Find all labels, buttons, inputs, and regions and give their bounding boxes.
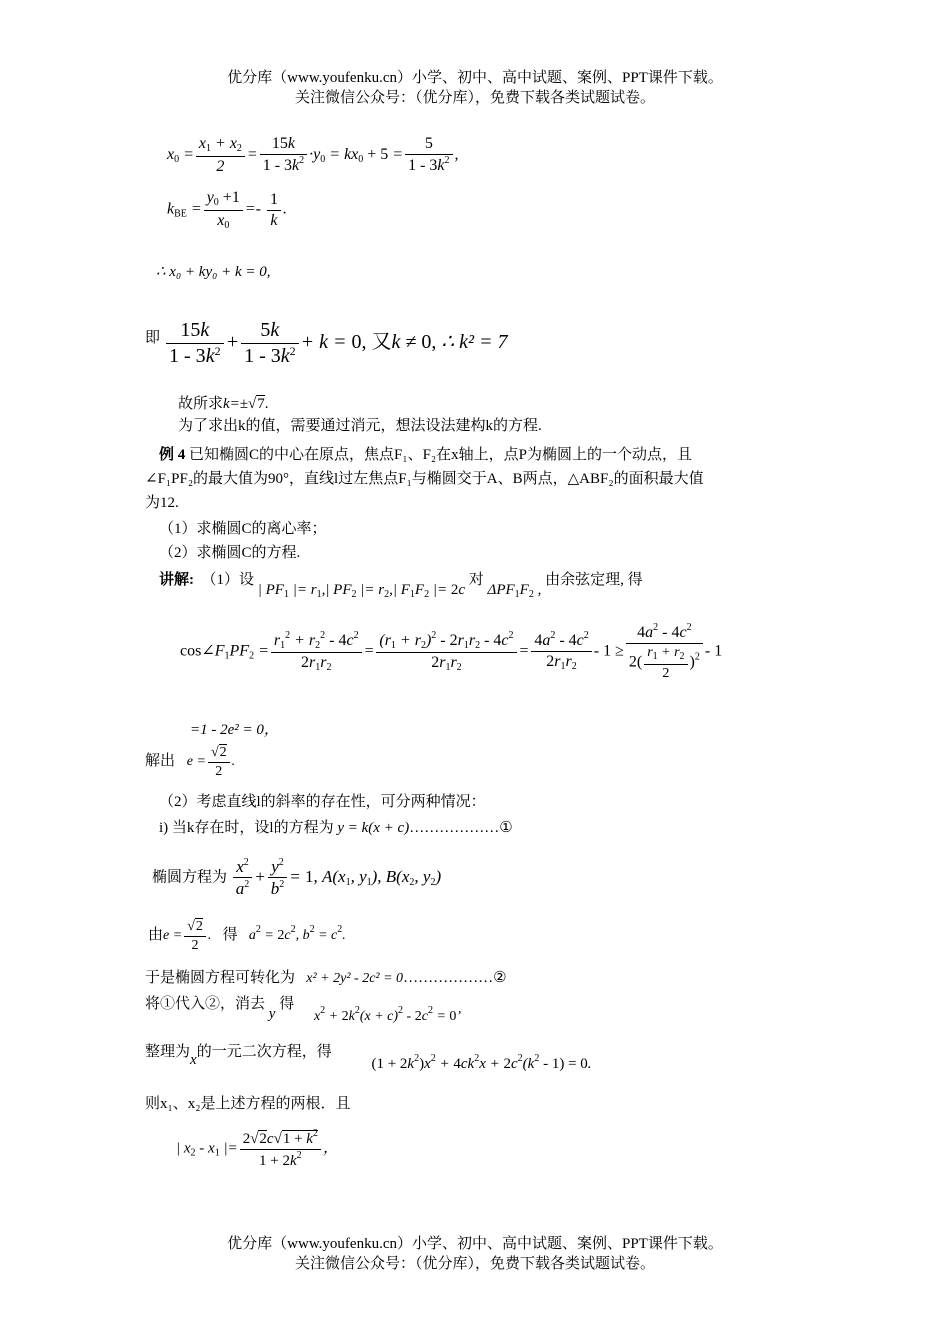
formula-therefore: ∴ x₀ + ky₀ + k = 0,	[156, 264, 271, 280]
example-4-line-2: ∠F₁PF₂的最大值为90°，直线l过左焦点F₁与椭圆交于A、B两点，△ABF₂的面积最大值	[145, 471, 704, 487]
ji-label: 即	[145, 330, 161, 346]
formula-cosine: $\cos\angle F_1PF_2$ = $\frac{r_1^2 + r_2^2 - 4c^2}{2r_1r_2}$ = $\frac{(r_1 + r_2)^2 - 2r_1r_2 - 4c^2}{2r_1r_2}$ = $\frac{4a^2 - 4c^2}{2r_1r_2}$ - 1 ≥ $4a^2 - 4c^2$ 2( $\frac{r_1 + r_2}{2}$ )$^2$ - 1	[180, 622, 723, 681]
convert-equation: x² + 2y² - 2c² = 0	[306, 971, 404, 986]
note-line: 为了求出k的值，需要通过消元，想法设法建构k的方程.	[178, 418, 542, 434]
example-4-line-3: 为12.	[145, 495, 179, 511]
footer-line-2: 关注微信公众号：（优分库），免费下载各类试题试卷。	[294, 1256, 655, 1272]
answer-k: k=±	[223, 396, 249, 412]
answer-line: 故所求k=±√7.	[178, 396, 269, 412]
ellipse-label: 椭圆方程为	[152, 869, 228, 886]
substitute-y: y	[268, 1006, 276, 1022]
convert-line	[145, 966, 507, 987]
convert-dots: ………………②	[403, 970, 507, 986]
solution-dui: 对	[468, 572, 484, 588]
footer-line-1: 优分库（www.youfenku.cn）小学、初中、高中试题、案例、PPT课件下载。	[227, 1236, 723, 1252]
answer-root: 7	[257, 396, 265, 412]
ellipse-line: 椭圆方程为 $\frac{x^2}{a^2}$ + $\frac{y^2}{b^2}$ = 1, $A(x_1$, $y_1$), $B(x_2$, $y_2$)	[152, 857, 442, 899]
zhengli-label: 整理为	[145, 1044, 191, 1060]
example-4-line-1	[159, 443, 692, 464]
you-label-2: 由	[148, 927, 164, 944]
zhengli-label-2: 的一元二次方程，得	[196, 1044, 332, 1060]
formula-kbe: $k_{BE}$ = $\frac{y_0 +1}{x_0}$ =- $\frac{1}{k}$ .	[167, 189, 287, 231]
solution-cosine: 由余弦定理, 得	[545, 572, 643, 588]
case-1-dots: ………………①	[409, 820, 513, 836]
solve-e-line: 解出 e = $\frac{√2}{2}$ .	[145, 745, 236, 779]
de-label: 得	[222, 927, 238, 944]
formula-root-diff: | $x_2 - x_1$ |= $\frac{2√2c√1 + k^2}{1 + 2k^2}$ ，	[176, 1128, 338, 1169]
formula-big-equation: 即 $\frac{15k}{1 - 3k^2}$ + $\frac{5k}{1 - 3k^2}$ + k = 0, 又k ≠ 0, ∴ k² = 7	[145, 319, 508, 367]
example-text-1: 已知椭圆C的中心在原点，焦点F₁、F₂在x轴上，点P为椭圆上的一个动点，且	[189, 447, 693, 463]
quadratic-line: 整理为x的一元二次方程，得 $(1 + 2k^2)x^2 + 4ck^2x + 2c^2(k^2 - 1) = 0$.	[145, 1044, 592, 1072]
formula-e-line: =1 - 2e² = 0，	[190, 722, 279, 738]
solution-label: 讲解:	[159, 572, 194, 588]
header-line-2: 关注微信公众号：（优分库），免费下载各类试题试卷。	[294, 90, 655, 106]
jiechu-label: 解出	[145, 753, 176, 770]
substitute-de: 得	[279, 996, 295, 1012]
case-1-line	[159, 816, 513, 837]
case-1-prefix: i) 当k存在时，设l的方程为	[159, 820, 334, 836]
example-label: 例 4	[159, 447, 186, 463]
k2-eq: ∴ k² = 7	[441, 331, 508, 354]
answer-prefix: 故所求	[178, 396, 224, 412]
roots-line: 则x₁、x₂是上述方程的两根．且	[145, 1096, 351, 1112]
question-2: （2）求椭圆C的方程.	[159, 545, 301, 561]
convert-label: 于是椭圆方程可转化为	[145, 970, 296, 986]
case-1-equation: y = k(x + c)	[337, 820, 410, 836]
question-1: （1）求椭圆C的离心率；	[159, 521, 327, 537]
part-2-line: （2）考虑直线l的斜率的存在性，可分两种情况：	[159, 794, 486, 810]
header-line-1: 优分库（www.youfenku.cn）小学、初中、高中试题、案例、PPT课件下载。	[227, 70, 723, 86]
substitute-label: 将①代入②，消去	[145, 996, 266, 1012]
from-e-line: 由e = $\frac{√2}{2}$ . 得 $a^2 = 2c^2$, $b^2 = c^2$.	[148, 919, 346, 953]
solution-line: 讲解: （1）设 | $PF_1$ |= $r_1,|$ $PF_2$ |= $r_2,|$ $F_1F_2$ |= 2c 对 $\Delta PF_1F_2$ , 由余弦定理, 得	[159, 572, 643, 600]
formula-x0-y0: $x_0$ = $\frac{x_1 + x_2}{2}$ = $\frac{15k}{1 - 3k^2}$ $\cdot y_0 = kx_0 + 5$ = $\frac{5}{1 - 3k^2}$ ,	[167, 135, 459, 175]
substitute-line: 将①代入②，消去 y 得 $x^2 + 2k^2(x + c)^2 - 2c^2 = 0$’	[145, 996, 462, 1024]
you-label: 又	[371, 331, 392, 354]
solution-text-1: （1）设	[201, 572, 255, 588]
